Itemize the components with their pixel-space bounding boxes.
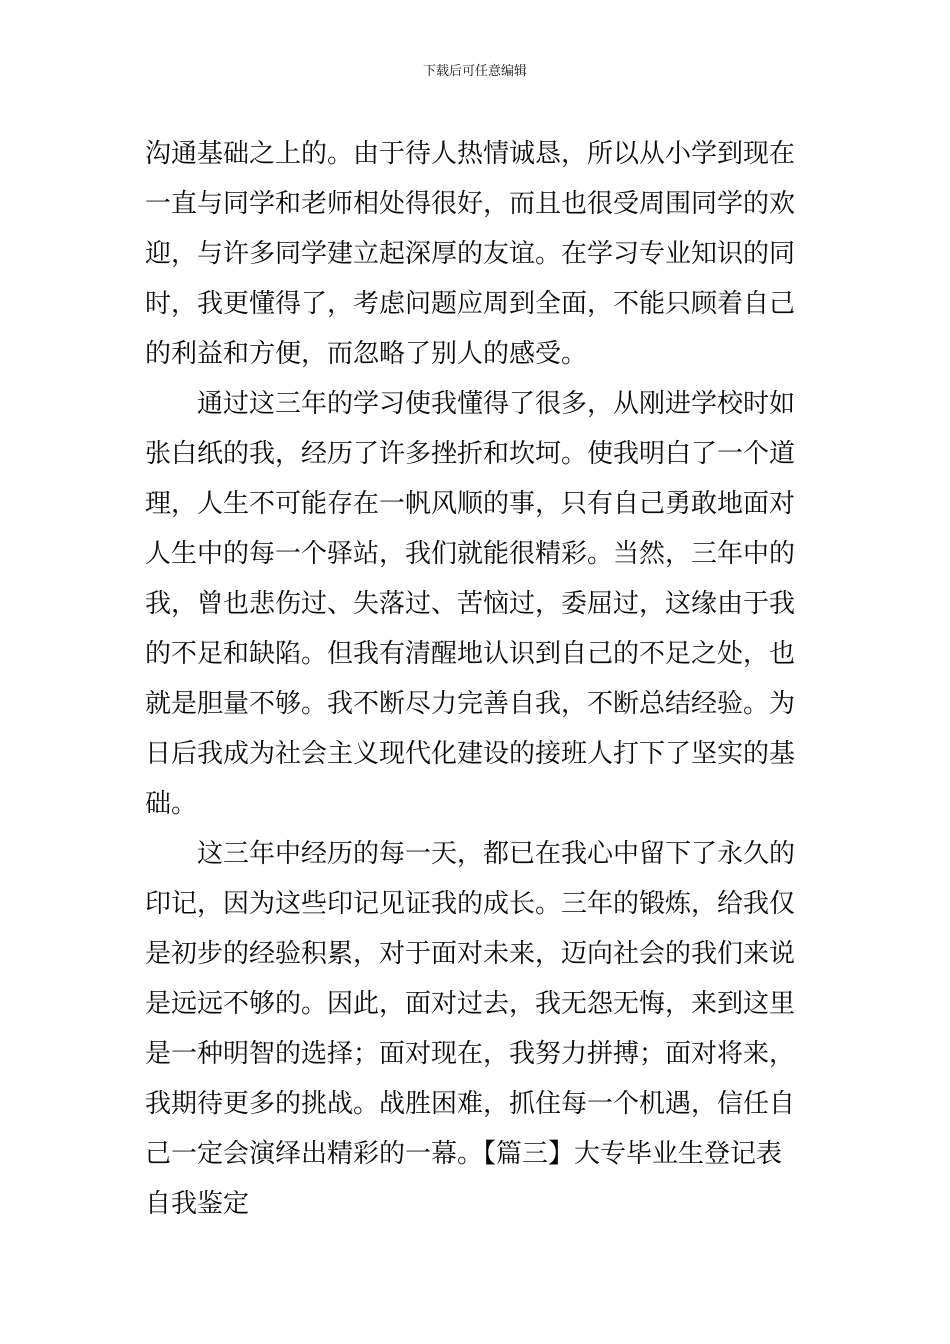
text-line: 是远远不够的。因此，面对过去，我无怨无悔，来到这里	[145, 989, 796, 1019]
text-line: 础。	[145, 789, 198, 819]
paragraph-first-line: 通过这三年的学习使我懂得了很多，从刚进学校时如	[197, 389, 796, 419]
text-line: 就是胆量不够。我不断尽力完善自我，不断总结经验。为	[145, 689, 796, 719]
text-line: 己一定会演绎出精彩的一幕。【篇三】大专毕业生登记表	[145, 1139, 783, 1169]
text-line: 印记，因为这些印记见证我的成长。三年的锻炼，给我仅	[145, 889, 796, 919]
text-line: 人生中的每一个驿站，我们就能很精彩。当然，三年中的	[145, 539, 796, 569]
text-line: 迎，与许多同学建立起深厚的友谊。在学习专业知识的同	[145, 239, 796, 269]
text-line: 我，曾也悲伤过、失落过、苦恼过，委屈过，这缘由于我	[145, 589, 796, 619]
text-line: 是初步的经验积累，对于面对未来，迈向社会的我们来说	[145, 939, 796, 969]
text-line: 一直与同学和老师相处得很好，而且也很受周围同学的欢	[145, 189, 796, 219]
text-line: 张白纸的我，经历了许多挫折和坎坷。使我明白了一个道	[145, 439, 796, 469]
text-line: 的利益和方便，而忽略了别人的感受。	[145, 339, 588, 369]
text-line: 理，人生不可能存在一帆风顺的事，只有自己勇敢地面对	[145, 489, 796, 519]
text-line: 日后我成为社会主义现代化建设的接班人打下了坚实的基	[145, 739, 796, 769]
text-line: 沟通基础之上的。由于待人热情诚恳，所以从小学到现在	[145, 139, 796, 169]
text-line: 自我鉴定	[145, 1189, 250, 1219]
page-header-note: 下载后可任意编辑	[422, 64, 527, 79]
text-line: 是一种明智的选择；面对现在，我努力拼搏；面对将来，	[145, 1039, 796, 1069]
text-line: 我期待更多的挑战。战胜困难，抓住每一个机遇，信任自	[145, 1089, 796, 1119]
text-line: 的不足和缺陷。但我有清醒地认识到自己的不足之处，也	[145, 639, 796, 669]
document-body	[145, 129, 815, 1229]
text-line: 时，我更懂得了，考虑问题应周到全面，不能只顾着自己	[145, 289, 796, 319]
paragraph-first-line: 这三年中经历的每一天，都已在我心中留下了永久的	[197, 839, 796, 869]
